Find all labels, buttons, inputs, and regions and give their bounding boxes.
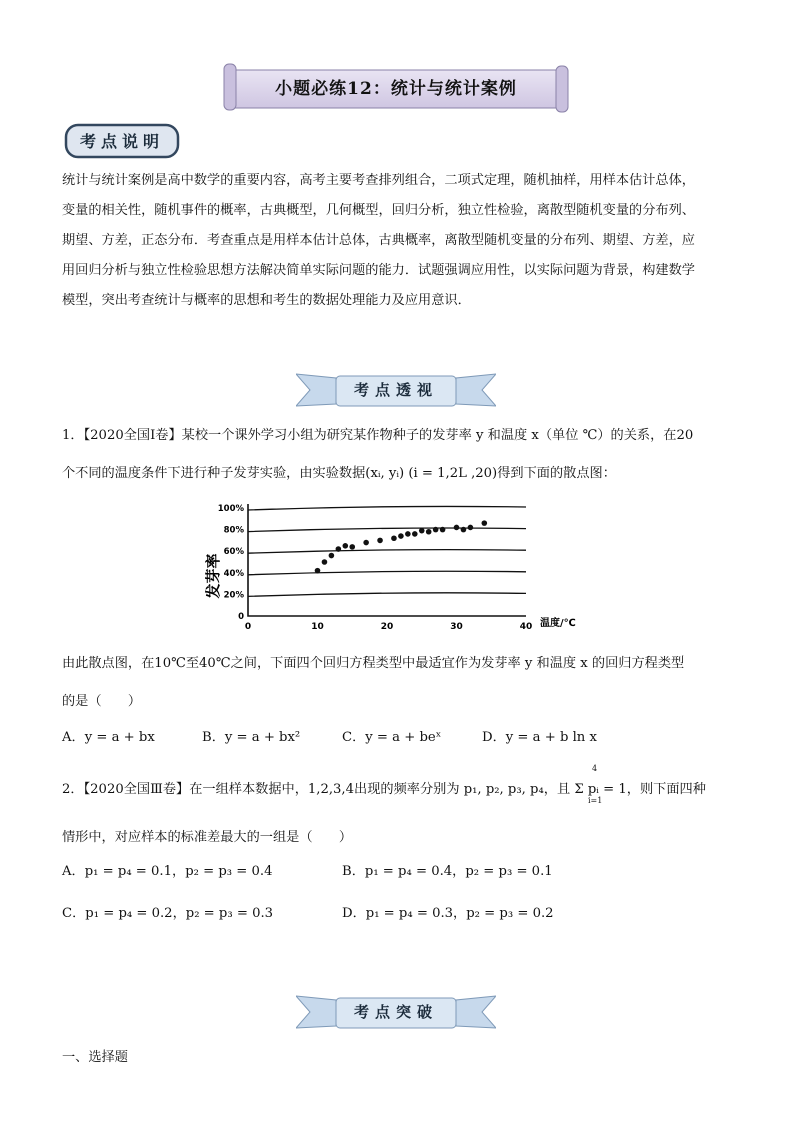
q1-line3: 由此散点图，在10℃至40℃之间，下面四个回归方程类型中最适宜作为发芽率 y 和温度 x 的回归方程类型 [62,656,685,671]
chart-point [329,553,335,559]
chart-x-tick-label: 40 [519,622,533,632]
chart-point [412,531,418,537]
q1-option-d: D．y = a + b ln x [482,730,597,745]
chart-point [363,540,369,546]
chart-y-tick-label: 60% [223,547,244,558]
chart-point [433,527,439,533]
chart-point [405,531,411,537]
chart-x-tick-label: 30 [450,622,463,632]
q2-option-c: C．p₁ = p₄ = 0.2，p₂ = p₃ = 0.3 [62,906,274,921]
chart-point [377,538,383,544]
intro-paragraph [62,166,734,316]
chart-x-tick-label: 20 [380,622,394,632]
chart-point [398,533,404,539]
chart-point [454,525,460,531]
q1-line4: 的是（ ） [62,694,142,709]
chart-point [315,568,321,574]
q1-option-c: C．y = a + beˣ [342,730,442,745]
chart-gridline [248,506,526,510]
q1-line2: 个不同的温度条件下进行种子发芽实验，由实验数据(xᵢ, yᵢ) (i = 1,2L ,20)得到下面的散点图： [62,466,616,481]
chart-x-tick-label: 10 [311,622,324,632]
q2-line2: 情形中，对应样本的标准差最大的一组是（ ） [62,830,353,845]
chart-gridline [248,571,526,575]
intro-line: 统计与统计案例是高中数学的重要内容，高考主要考查排列组合，二项式定理，随机抽样，用样本估计总体， [62,173,695,188]
chart-y-tick-label: 40% [223,568,244,579]
q2-line1: 2．【2020全国Ⅲ卷】在一组样本数据中，1,2,3,4出现的频率分别为 p₁, p₂, p₃, p₄，且 Σ pᵢ = 1，则下面四种 [62,782,706,797]
q2-option-a: A．p₁ = p₄ = 0.1，p₂ = p₃ = 0.4 [62,864,273,879]
chart-point [349,544,355,550]
chart-y-tick-label: 20% [223,590,244,601]
chart-point [336,546,342,552]
intro-line: 模型，突出考查统计与概率的思想和考生的数据处理能力及应用意识． [62,293,471,308]
chart-point [482,520,488,526]
part1-heading: 一、选择题 [62,1050,128,1065]
chart-y-tick-label: 100% [217,504,244,514]
chart-point [391,535,397,541]
chart-point [440,527,446,533]
q1-option-b: B．y = a + bx² [202,730,301,745]
intro-line: 用回归分析与独立性检验思想方法解决简单实际问题的能力．试题强调应用性，以实际问题为背景，构建数学 [62,263,695,278]
intro-line: 变量的相关性，随机事件的概率，古典概型，几何概型，回归分析，独立性检验，离散型随机变量的分布列、 [62,203,695,218]
section1-badge-text: 考点说明 [79,132,164,151]
q2-option-b: B．p₁ = p₄ = 0.4，p₂ = p₃ = 0.1 [342,864,553,879]
intro-line: 期望、方差，正态分布．考查重点是用样本估计总体，古典概率，离散型随机变量的分布列、期望、方差，应 [62,233,695,248]
chart-gridline [248,550,526,554]
chart-y-tick-label: 0 [238,612,244,622]
chart-point [426,529,432,535]
section2-ribbon-text: 考点透视 [353,381,438,399]
chart-point [343,543,349,549]
q2-sum-top: 4 [592,764,598,773]
chart-ylabel: 发芽率 [204,553,222,599]
q1-line1: 1．【2020全国Ⅰ卷】某校一个课外学习小组为研究某作物种子的发芽率 y 和温度 x（单位 ℃）的关系，在20 [62,428,694,443]
q1-option-a: A．y = a + bx [62,730,155,745]
chart-point [419,528,425,534]
chart-y-tick-label: 80% [223,525,244,536]
chart-point [322,559,328,565]
chart-gridline [248,593,526,597]
scatter-chart [196,494,596,634]
chart-x-tick-label: 0 [244,622,252,632]
section3-ribbon-text: 考点突破 [353,1003,438,1021]
q2-option-d: D．p₁ = p₄ = 0.3，p₂ = p₃ = 0.2 [342,906,554,921]
chart-point [468,525,474,531]
page-title: 小题必练12：统计与统计案例 [275,79,517,99]
q2-sum-bottom: i=1 [588,796,603,805]
chart-xlabel: 温度/℃ [540,618,576,629]
chart-point [461,527,467,533]
chart-gridline [248,528,526,532]
